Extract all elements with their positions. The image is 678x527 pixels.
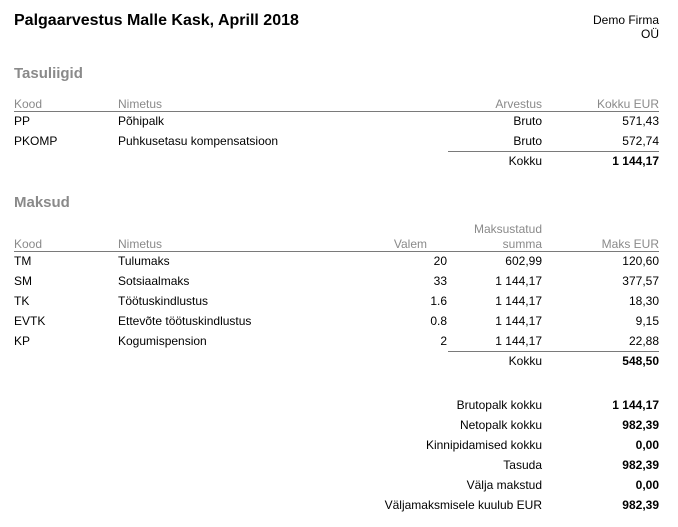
maksud-header-divider [14, 251, 659, 252]
table-row-cell-maks: 22,88 [628, 334, 659, 348]
table-row-cell-kokku: 572,74 [622, 134, 659, 148]
table-row-cell-kood: KP [14, 334, 31, 348]
table-row-cell-summa: 1 144,17 [495, 294, 542, 308]
tasuliigid-header-kood: Kood [14, 97, 43, 111]
table-row-cell-valem: 33 [433, 274, 447, 288]
table-row-cell-summa: 1 144,17 [495, 274, 542, 288]
table-row-cell-kood: TK [14, 294, 30, 308]
company-name [593, 13, 659, 41]
tasuliigid-section-title: Tasuliigid [14, 65, 83, 82]
table-row-cell-kokku: 571,43 [622, 114, 659, 128]
maksud-total-label: Kokku [508, 354, 542, 368]
maksud-total-divider [448, 351, 659, 352]
table-row-cell-kood: SM [14, 274, 32, 288]
summary-label: Väljamaksmisele kuulub EUR [384, 498, 542, 512]
table-row-cell-summa: 602,99 [505, 254, 542, 268]
tasuliigid-header-divider [14, 111, 659, 112]
summary-value: 0,00 [635, 438, 659, 452]
table-row-cell-summa: 1 144,17 [495, 334, 542, 348]
table-row-cell-kood: PP [14, 114, 31, 128]
table-row-cell-valem: 20 [433, 254, 447, 268]
maksud-total-value: 548,50 [622, 354, 659, 368]
table-row-cell-valem: 2 [440, 334, 447, 348]
company-name-line1: Demo Firma [592, 13, 659, 27]
table-row-cell-maks: 377,57 [622, 274, 659, 288]
maksud-header-summa [474, 222, 542, 252]
tasuliigid-header-arvestus: Arvestus [495, 97, 542, 111]
table-row-cell-valem: 1.6 [430, 294, 447, 308]
tasuliigid-total-value: 1 144,17 [612, 154, 659, 168]
table-row-cell-arvestus: Bruto [513, 114, 542, 128]
table-row-cell-valem: 0.8 [430, 314, 447, 328]
maksud-header-summa-line1: Maksustatud [473, 222, 542, 236]
tasuliigid-total-divider [448, 151, 659, 152]
summary-value: 1 144,17 [612, 398, 659, 412]
maksud-header-summa-line2: summa [502, 237, 542, 251]
table-row-cell-kood: TM [14, 254, 32, 268]
table-row-cell-nimetus: Kogumispension [118, 334, 207, 348]
summary-value: 982,39 [622, 498, 659, 512]
tasuliigid-header-nimetus: Nimetus [118, 97, 163, 111]
maksud-header-maks: Maks EUR [601, 237, 659, 251]
table-row-cell-summa: 1 144,17 [495, 314, 542, 328]
tasuliigid-total-label: Kokku [508, 154, 542, 168]
table-row-cell-maks: 9,15 [635, 314, 659, 328]
summary-value: 982,39 [622, 418, 659, 432]
summary-label: Välja makstud [466, 478, 542, 492]
table-row-cell-kood: EVTK [14, 314, 46, 328]
table-row-cell-nimetus: Puhkusetasu kompensatsioon [118, 134, 279, 148]
page-title: Palgaarvestus Malle Kask, Aprill 2018 [14, 12, 299, 29]
table-row-cell-nimetus: Tulumaks [118, 254, 170, 268]
table-row-cell-arvestus: Bruto [513, 134, 542, 148]
summary-value: 982,39 [622, 458, 659, 472]
table-row-cell-maks: 18,30 [628, 294, 659, 308]
maksud-section-title: Maksud [14, 194, 70, 211]
table-row-cell-maks: 120,60 [622, 254, 659, 268]
summary-label: Netopalk kokku [459, 418, 542, 432]
table-row-cell-nimetus: Sotsiaalmaks [118, 274, 190, 288]
maksud-header-nimetus: Nimetus [118, 237, 163, 251]
maksud-header-valem: Valem [393, 237, 427, 251]
summary-label: Kinnipidamised kokku [425, 438, 542, 452]
table-row-cell-nimetus: Töötuskindlustus [118, 294, 209, 308]
table-row-cell-kood: PKOMP [14, 134, 58, 148]
summary-label: Tasuda [503, 458, 542, 472]
table-row-cell-nimetus: Ettevõte töötuskindlustus [118, 314, 252, 328]
summary-label: Brutopalk kokku [456, 398, 542, 412]
table-row-cell-nimetus: Põhipalk [118, 114, 165, 128]
maksud-header-kood: Kood [14, 237, 43, 251]
tasuliigid-header-kokku: Kokku EUR [596, 97, 659, 111]
summary-value: 0,00 [635, 478, 659, 492]
company-name-line2: OÜ [641, 27, 659, 41]
